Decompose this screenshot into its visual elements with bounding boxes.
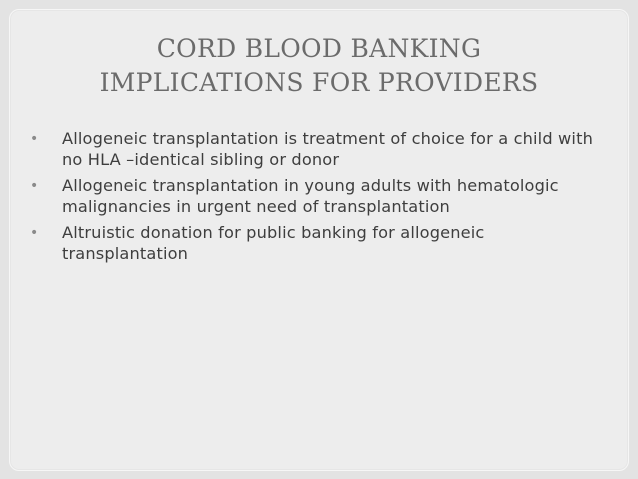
bullet-item-2 xyxy=(26,176,606,217)
bullet-text-2: Allogeneic transplantation in young adults with hematologic malignancies in urgent need of transplantation xyxy=(62,176,559,216)
bullet-icon: • xyxy=(30,131,39,147)
bullet-text-3: Altruistic donation for public banking for allogeneic transplantation xyxy=(62,223,485,263)
bullet-icon: • xyxy=(30,225,39,241)
slide-title-line-2: IMPLICATIONS FOR PROVIDERS xyxy=(99,68,539,97)
bullet-item-1 xyxy=(26,129,606,170)
slide-title xyxy=(0,32,638,100)
bullet-item-3 xyxy=(26,223,606,264)
bullet-text-1: Allogeneic transplantation is treatment of choice for a child with no HLA –identical sibling or donor xyxy=(62,129,593,169)
bullet-icon: • xyxy=(30,178,39,194)
slide-title-line-1: CORD BLOOD BANKING xyxy=(156,34,482,63)
bullet-list xyxy=(26,129,606,270)
